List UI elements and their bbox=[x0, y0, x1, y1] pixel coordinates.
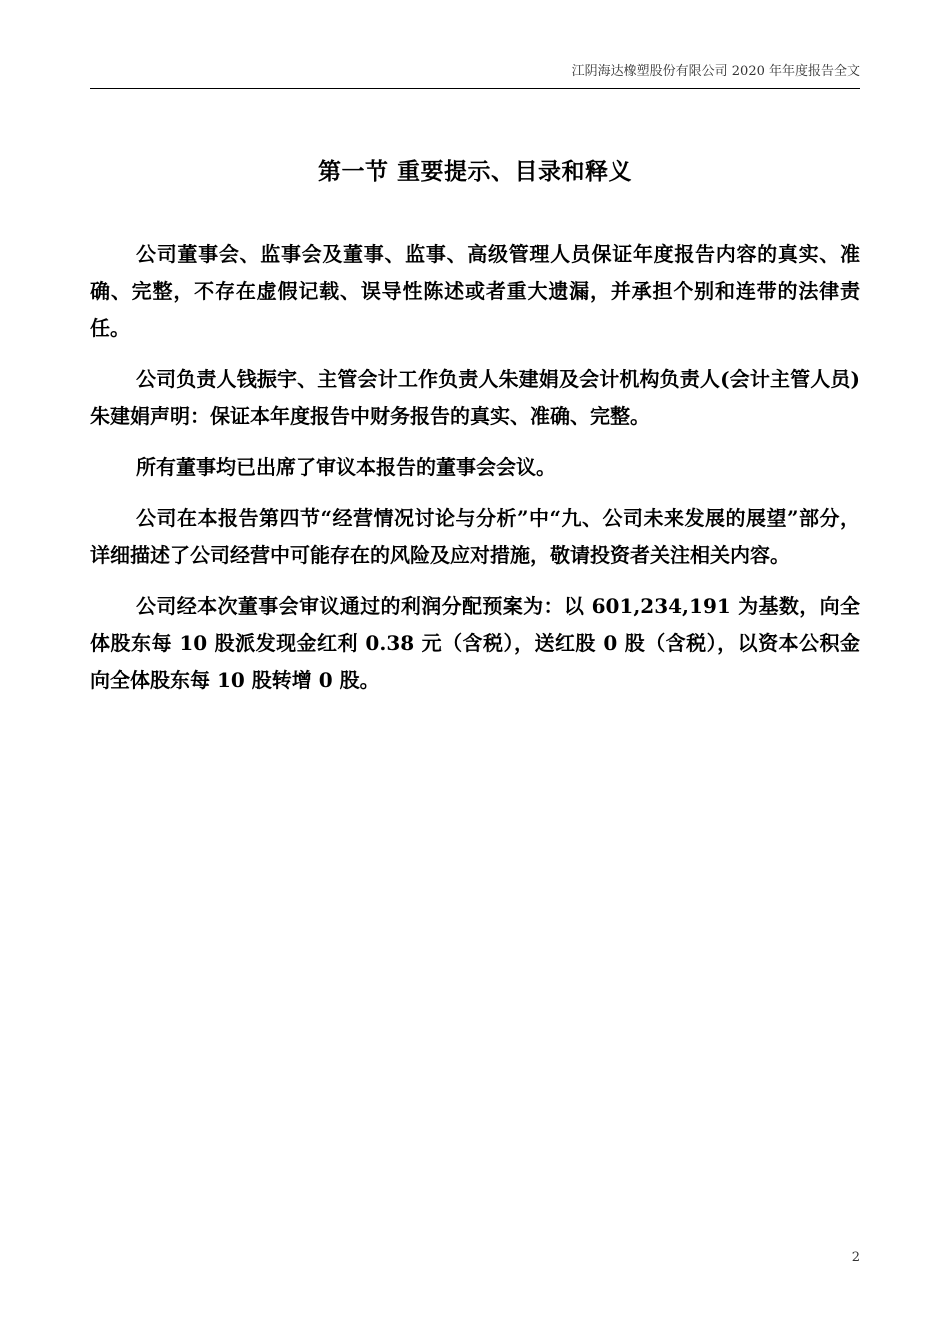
page-number: 2 bbox=[851, 1250, 860, 1265]
section-title: 第一节 重要提示、目录和释义 bbox=[317, 158, 632, 185]
paragraph-responsibility-statement: 公司董事会、监事会及董事、监事、高级管理人员保证年度报告内容的真实、准确、完整，不存在虚假记载、误导性陈述或者重大遗漏，并承担个别和连带的法律责任。 bbox=[90, 242, 860, 340]
running-header-text: 江阴海达橡塑股份有限公司 2020 年年度报告全文 bbox=[571, 64, 860, 79]
paragraph-board-attendance: 所有董事均已出席了审议本报告的董事会会议。 bbox=[136, 455, 556, 479]
body-text bbox=[90, 236, 860, 713]
running-header bbox=[90, 62, 860, 89]
paragraph-financial-officer-declaration: 公司负责人钱振宇、主管会计工作负责人朱建娟及会计机构负责人(会计主管人员)朱建娟声明：保证本年度报告中财务报告的真实、准确、完整。 bbox=[90, 367, 860, 428]
paragraph-risk-notice: 公司在本报告第四节“经营情况讨论与分析”中“九、公司未来发展的展望”部分，详细描述了公司经营中可能存在的风险及应对措施，敬请投资者关注相关内容。 bbox=[90, 506, 860, 567]
paragraph-profit-distribution: 公司经本次董事会审议通过的利润分配预案为：以 601,234,191 为基数，向全体股东每 10 股派发现金红利 0.38 元（含税），送红股 0 股（含税），以资本公积金向全体股东每 10 股转增 0 股。 bbox=[90, 594, 860, 692]
